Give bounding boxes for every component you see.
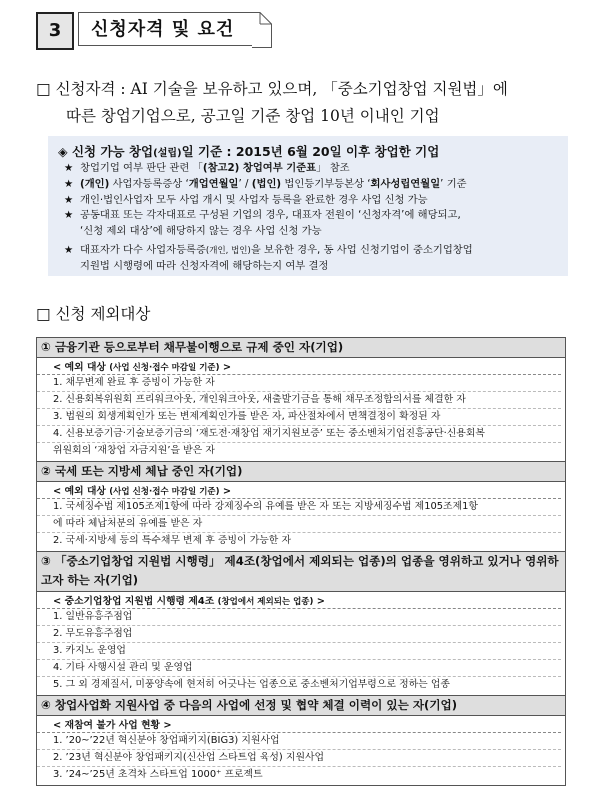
- section-number: 3: [36, 12, 74, 50]
- star-icon: ★: [64, 162, 74, 174]
- star-icon: ★: [64, 194, 74, 206]
- exclusion-body: [36, 357, 566, 461]
- info-bullet: ★ 창업기업 여부 판단 관련 「(참고2) 창업여부 기준표」 참조: [64, 162, 350, 174]
- exclusion-item: 1. 국세징수법 제105조제1항에 따라 강제징수의 유예를 받은 자 또는 지방세징수법 제105조제1항: [37, 499, 561, 516]
- exclusion-subheading: < 중소기업창업 지원법 시행령 제4조 (창업에서 제외되는 업종) >: [37, 592, 561, 609]
- exclusion-body: [36, 481, 566, 551]
- star-icon: ★: [64, 209, 74, 221]
- exclusion-table: [36, 337, 566, 786]
- exclusion-item: 2. 국세·지방세 등의 특수채무 변제 후 증빙이 가능한 자: [53, 535, 291, 546]
- exclusion-item: 2. ’23년 혁신분야 창업패키지(신산업 스타트업 육성) 지원사업: [37, 750, 561, 767]
- section-title-corner: [252, 12, 272, 48]
- exclusion-body: [36, 591, 566, 695]
- info-box: [48, 136, 568, 276]
- eligibility-line-2: 따른 창업기업으로, 공고일 기준 창업 10년 이내인 기업: [66, 107, 440, 125]
- star-icon: ★: [64, 178, 74, 190]
- exclusion-item: 1. 일반유흥주점업: [37, 609, 561, 626]
- exclusion-title: ③ 「중소기업창업 지원법 시행령」 제4조(창업에서 제외되는 업종)의 업종을 영위하고 있거나 영위하고자 하는 자(기업): [36, 551, 566, 591]
- info-bullet: ★ (개인) 사업자등록증상 ‘개업연월일’ / (법인) 법인등기부등본상 ‘회사성립연월일’ 기준: [64, 178, 467, 190]
- exclusion-title: ① 금융기관 등으로부터 채무불이행으로 규제 중인 자(기업): [36, 337, 566, 357]
- exclusion-item: 3. 카지노 운영업: [37, 643, 561, 660]
- info-box-title: ◈ 신청 가능 창업(설립)일 기준 : 2015년 6월 20일 이후 창업한 기업: [58, 144, 440, 159]
- exclusion-item: 1. ’20~’22년 혁신분야 창업패키지(BIG3) 지원사업: [37, 733, 561, 750]
- info-bullet: ★ 개인·법인사업자 모두 사업 개시 및 사업자 등록을 완료한 경우 사업 신청 가능: [64, 194, 428, 206]
- exclusion-item: 5. 그 외 경제질서, 미풍양속에 현저히 어긋나는 업종으로 중소벤처기업부령으로 정하는 업종: [53, 679, 450, 690]
- exclusion-subheading: < 예외 대상 (사업 신청·접수 마감일 기준) >: [37, 482, 561, 499]
- info-bullet: ‘신청 제외 대상’에 해당하지 않는 경우 사업 신청 가능: [80, 225, 322, 237]
- exclusion-item: 2. 무도유흥주점업: [37, 626, 561, 643]
- eligibility-line-1: □ 신청자격 : AI 기술을 보유하고 있으며, 「중소기업창업 지원법」에: [36, 80, 508, 98]
- exclusion-subheading: < 예외 대상 (사업 신청·접수 마감일 기준) >: [37, 358, 561, 375]
- info-bullet: 지원법 시행령에 따라 신청자격에 해당하는지 여부 결정: [80, 260, 329, 272]
- exclusion-title: ④ 창업사업화 지원사업 중 다음의 사업에 선정 및 협약 체결 이력이 있는 자(기업): [36, 695, 566, 715]
- table-bottom-rule: [36, 785, 566, 786]
- exclusion-item: 위원회의 ‘재창업 자금지원’을 받은 자: [53, 445, 215, 456]
- info-bullet: ★ 대표자가 다수 사업자등록증(개인, 법인)을 보유한 경우, 동 사업 신청기업이 중소기업창업: [64, 244, 473, 256]
- exclusion-item: 3. ’24~’25년 초격차 스타트업 1000⁺ 프로젝트: [53, 769, 263, 780]
- exclusion-item: 에 따라 체납처분의 유예를 받은 자: [37, 516, 561, 533]
- star-icon: ★: [64, 244, 74, 256]
- exclusion-item: 1. 채무변제 완료 후 증빙이 가능한 자: [37, 375, 561, 392]
- exclusion-item: 4. 신용보증기금·기술보증기금의 ‘재도전·재창업 재기지원보증’ 또는 중소벤처기업진흥공단·신용회복: [37, 426, 561, 443]
- exclusion-item: 3. 법원의 회생계획인가 또는 변제계획인가를 받은 자, 파산절차에서 면책결정이 확정된 자: [37, 409, 561, 426]
- exclusion-body: [36, 715, 566, 785]
- section-title: 신청자격 및 요건: [78, 12, 252, 46]
- exclusion-heading: □ 신청 제외대상: [36, 305, 151, 323]
- exclusion-item: 2. 신용회복위원회 프리워크아웃, 개인워크아웃, 새출발기금을 통해 채무조정합의서를 체결한 자: [37, 392, 561, 409]
- exclusion-item: 4. 기타 사행시설 관리 및 운영업: [37, 660, 561, 677]
- exclusion-title: ② 국세 또는 지방세 체납 중인 자(기업): [36, 461, 566, 481]
- section-header: [36, 12, 264, 48]
- exclusion-subheading: < 재참여 불가 사업 현황 >: [37, 716, 561, 733]
- info-bullet: ★ 공동대표 또는 각자대표로 구성된 기업의 경우, 대표자 전원이 ‘신청자격’에 해당되고,: [64, 209, 461, 221]
